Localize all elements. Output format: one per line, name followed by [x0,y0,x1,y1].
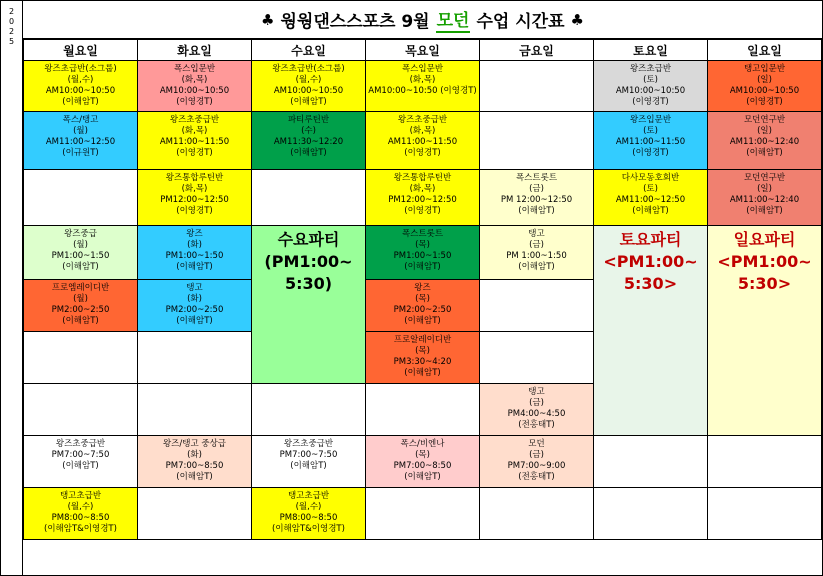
class-cell-line: 폭스/탱고 [62,115,99,125]
class-cell-line: AM10:00~10:50 (이영경T) [368,86,477,96]
class-cell-line: (이해암T) [632,206,669,216]
class-cell-line: 폭스입문반 [173,64,216,74]
class-cell-line: PM12:00~12:50 [160,195,229,205]
class-cell-line: 왕즈초급반(소그룹) [44,64,117,74]
class-cell-line: (일) [757,75,772,85]
class-cell-line: (이해암T) [404,262,441,272]
class-cell-line: (화,목) [181,126,208,136]
class-cell-line: PM2:00~2:50 [393,305,452,315]
class-cell [252,436,366,488]
class-cell-line: (목) [415,240,430,250]
class-cell-line: 폭스입문반 [401,64,444,74]
class-cell-line: (이해암T) [62,316,99,326]
class-cell-line: 5:30> [737,274,792,293]
class-cell-line: 탱고 [528,387,545,397]
class-cell-line: 5:30) [284,274,333,293]
class-cell [480,488,594,540]
class-cell [366,226,480,280]
column-header-thursday: 목요일 [366,40,480,61]
class-cell [24,488,138,540]
class-cell [252,61,366,112]
class-cell-line: (금) [529,184,544,194]
class-cell-line: 폭스/비엔나 [400,439,445,449]
class-cell-line: (수) [301,126,316,136]
class-cell [366,488,480,540]
class-cell-line: PM1:00~1:50 [51,251,110,261]
class-cell-line: PM1:00~1:50 [165,251,224,261]
class-cell [138,488,252,540]
class-cell [366,112,480,170]
class-cell-line: PM7:00~7:50 [51,450,110,460]
class-cell-line: PM7:00~7:50 [279,450,338,460]
class-cell-line: PM 1:00~1:50 [506,251,567,261]
class-cell-line: 왕즈초중급반 [55,439,106,449]
class-cell [708,226,822,436]
class-cell [138,436,252,488]
class-cell-line: (목) [415,450,430,460]
class-cell-line: (화) [187,450,202,460]
class-cell-line: 탱고 [186,283,203,293]
class-cell-line: 왕즈초중급반 [397,115,448,125]
class-cell [366,170,480,226]
year-digit: 2 [8,7,15,16]
class-cell-line: 왕즈 [186,229,203,239]
class-cell-line: (월) [73,126,88,136]
class-cell [594,61,708,112]
class-cell-line: 프로알레이디반 [393,335,452,345]
class-cell [24,170,138,226]
class-cell-line: (토) [643,184,658,194]
class-cell [708,61,822,112]
class-cell [480,280,594,332]
class-cell-line: 왕즈통합루틴반 [393,173,452,183]
class-cell [480,436,594,488]
class-cell-line: PM4:00~4:50 [507,409,566,419]
class-cell-line: (화) [187,240,202,250]
table-row [24,112,822,170]
class-cell-line: AM11:00~11:50 [387,137,458,147]
table-row [24,436,822,488]
class-cell-line: (이규원T) [62,148,99,158]
schedule-main [23,1,822,575]
class-cell-line: 왕즈/탱고 중상급 [162,439,227,449]
class-cell [24,280,138,332]
class-cell [138,112,252,170]
class-cell [480,112,594,170]
class-cell-line: 왕즈 [414,283,431,293]
class-cell-line: (일) [757,126,772,136]
class-cell-line: AM10:00~10:50 [615,86,686,96]
title-highlight: 모던 [436,6,471,33]
class-cell [708,436,822,488]
class-cell [594,170,708,226]
class-cell-line: AM10:00~10:50 [273,86,344,96]
class-cell [24,226,138,280]
class-cell-line: (이해암T&이영경T) [272,524,345,534]
class-cell-line: (월,수) [67,75,94,85]
class-cell [138,226,252,280]
class-cell-line: (이영경T) [632,97,669,107]
class-cell-line: (이해암T) [746,206,783,216]
class-cell-line: (이해암T) [746,148,783,158]
club-suit-icon-left: ♣ [261,10,275,29]
class-cell-line: 모던연구반 [743,115,786,125]
class-cell-line: 왕즈입문반 [629,115,672,125]
class-cell-line: (이해암T) [62,262,99,272]
class-cell-line: 왕즈통합루틴반 [165,173,224,183]
class-cell [138,280,252,332]
class-cell [594,112,708,170]
class-cell-line: PM8:00~8:50 [51,513,110,523]
class-cell-line: PM12:00~12:50 [388,195,457,205]
class-cell-line: (화,목) [409,126,436,136]
class-cell [366,384,480,436]
class-cell [24,436,138,488]
class-cell-line: (월,수) [67,502,94,512]
class-cell [138,384,252,436]
page-title [23,1,822,39]
title-prefix: 웡웡댄스스포츠 9월 [280,12,430,32]
table-row [24,61,822,112]
class-cell-line: <PM1:00~ [603,252,698,271]
class-cell-line: PM7:00~8:50 [165,461,224,471]
class-cell-line: (이해암T) [62,461,99,471]
class-cell-line: (이해암T) [62,97,99,107]
class-cell [24,61,138,112]
class-cell-line: 모던 [528,439,545,449]
class-cell-line: AM10:00~10:50 [159,86,230,96]
class-cell [138,61,252,112]
class-cell [480,61,594,112]
table-row [24,488,822,540]
year-digit: 0 [8,17,15,26]
class-cell-line: 프로엠레이디반 [51,283,110,293]
class-cell-line: (금) [529,398,544,408]
class-cell-line: PM2:00~2:50 [51,305,110,315]
class-cell-line: AM11:00~12:50 [45,137,116,147]
column-header-sunday: 일요일 [708,40,822,61]
class-cell-line: (일) [757,184,772,194]
class-cell-line: (이영경T) [632,148,669,158]
class-cell-line: 폭스트롯트 [401,229,444,239]
class-cell-line: (월,수) [295,75,322,85]
class-cell-line: (이해암T) [176,262,213,272]
class-cell-line: (토) [643,75,658,85]
class-cell [480,170,594,226]
year-strip [1,1,23,575]
table-row [24,226,822,280]
class-cell-line: (이해암T) [404,316,441,326]
class-cell-line: (화,목) [181,184,208,194]
class-cell-line: AM11:00~12:40 [729,137,800,147]
class-cell-line: (이해암T&이영경T) [44,524,117,534]
column-header-friday: 금요일 [480,40,594,61]
class-cell-line: (이영경T) [176,206,213,216]
class-cell-line: 왕즈초중급반 [283,439,334,449]
class-cell-line: (이해암T) [290,461,327,471]
class-cell-line: (이해암T) [290,148,327,158]
column-header-tuesday: 화요일 [138,40,252,61]
class-cell [24,112,138,170]
schedule-table [23,39,822,540]
class-cell-line: AM10:00~10:50 [45,86,116,96]
class-cell-line: 왕즈초중급반 [169,115,220,125]
class-cell-line: (화,목) [181,75,208,85]
column-header-monday: 월요일 [24,40,138,61]
class-cell-line: (금) [529,450,544,460]
table-body [24,61,822,540]
class-cell-line: 탱고초급반 [287,491,330,501]
class-cell-line: (목) [415,294,430,304]
class-cell-line: AM11:00~11:50 [159,137,230,147]
class-cell [708,112,822,170]
class-cell-line: 탱고초급반 [59,491,102,501]
class-cell-line: (이영경T) [404,206,441,216]
class-cell-line: PM8:00~8:50 [279,513,338,523]
class-cell-line: (이영경T) [746,97,783,107]
class-cell [366,61,480,112]
class-cell-line: (목) [415,346,430,356]
class-cell-line: 탱고 [528,229,545,239]
class-cell-line: (토) [643,126,658,136]
class-cell-line: AM11:00~12:50 [615,195,686,205]
club-suit-icon-right: ♣ [570,10,584,29]
class-cell-line: 모던연구반 [743,173,786,183]
class-cell [138,332,252,384]
class-cell [708,488,822,540]
class-cell-line: 다사모동호회반 [621,173,680,183]
class-cell-line: (이영경T) [404,148,441,158]
class-cell-line: 일요파티 [733,230,796,249]
class-cell-line: PM2:00~2:50 [165,305,224,315]
year-digit: 5 [8,37,15,46]
class-cell-line: (이해암T) [518,206,555,216]
class-cell-line: (금) [529,240,544,250]
class-cell-line: (이해암T) [176,472,213,482]
class-cell-line: (화,목) [409,184,436,194]
class-cell [708,170,822,226]
class-cell [594,226,708,436]
class-cell [594,488,708,540]
class-cell-line: (화) [187,294,202,304]
column-header-wednesday: 수요일 [252,40,366,61]
year-digit: 2 [8,27,15,36]
class-cell [252,112,366,170]
title-suffix: 수업 시간표 [476,12,565,32]
class-cell-line: AM11:30~12:20 [273,137,344,147]
class-cell [24,384,138,436]
class-cell-line: 토요파티 [619,230,682,249]
class-cell-line: 수요파티 [277,230,340,249]
class-cell-line: 파티루틴반 [287,115,330,125]
class-cell [252,384,366,436]
class-cell-line: (이해암T) [290,97,327,107]
class-cell-line: 왕즈초급반 [629,64,672,74]
class-cell-line: (이해암T) [404,368,441,378]
class-cell-line: (월) [73,240,88,250]
class-cell-line: PM1:00~1:50 [393,251,452,261]
class-cell-line: (월) [73,294,88,304]
class-cell-line: (화,목) [409,75,436,85]
class-cell-line: (전홍태T) [518,472,555,482]
class-cell-line: 왕즈초급반(소그룹) [272,64,345,74]
class-cell-line: (이영경T) [176,97,213,107]
class-cell-line: 탱고입문반 [743,64,786,74]
class-cell-line: (이해암T) [404,472,441,482]
class-cell-line: AM11:00~12:40 [729,195,800,205]
class-cell [24,332,138,384]
class-cell [252,226,366,384]
table-header-row [24,40,822,61]
class-cell [366,280,480,332]
class-cell [480,226,594,280]
class-cell [480,332,594,384]
class-cell [366,436,480,488]
class-cell-line: (PM1:00~ [264,252,353,271]
class-cell [594,436,708,488]
class-cell-line: (월,수) [295,502,322,512]
class-cell-line: PM3:30~4:20 [393,357,452,367]
column-header-saturday: 토요일 [594,40,708,61]
class-cell-line: AM10:00~10:50 [729,86,800,96]
class-cell-line: PM7:00~9:00 [507,461,566,471]
class-cell-line: PM 12:00~12:50 [500,195,573,205]
class-cell-line: (이해암T) [518,262,555,272]
table-row [24,170,822,226]
class-cell-line: AM11:00~11:50 [615,137,686,147]
class-cell [480,384,594,436]
class-cell [366,332,480,384]
class-cell-line: <PM1:00~ [717,252,812,271]
class-cell [252,488,366,540]
class-cell [252,170,366,226]
class-cell-line: 5:30> [623,274,678,293]
class-cell-line: PM7:00~8:50 [393,461,452,471]
class-cell-line: 왕즈중급 [64,229,97,239]
class-cell [138,170,252,226]
class-cell-line: (이영경T) [176,148,213,158]
class-cell-line: 폭스트롯트 [515,173,558,183]
class-cell-line: (전홍태T) [518,420,555,430]
class-cell-line: (이해암T) [176,316,213,326]
